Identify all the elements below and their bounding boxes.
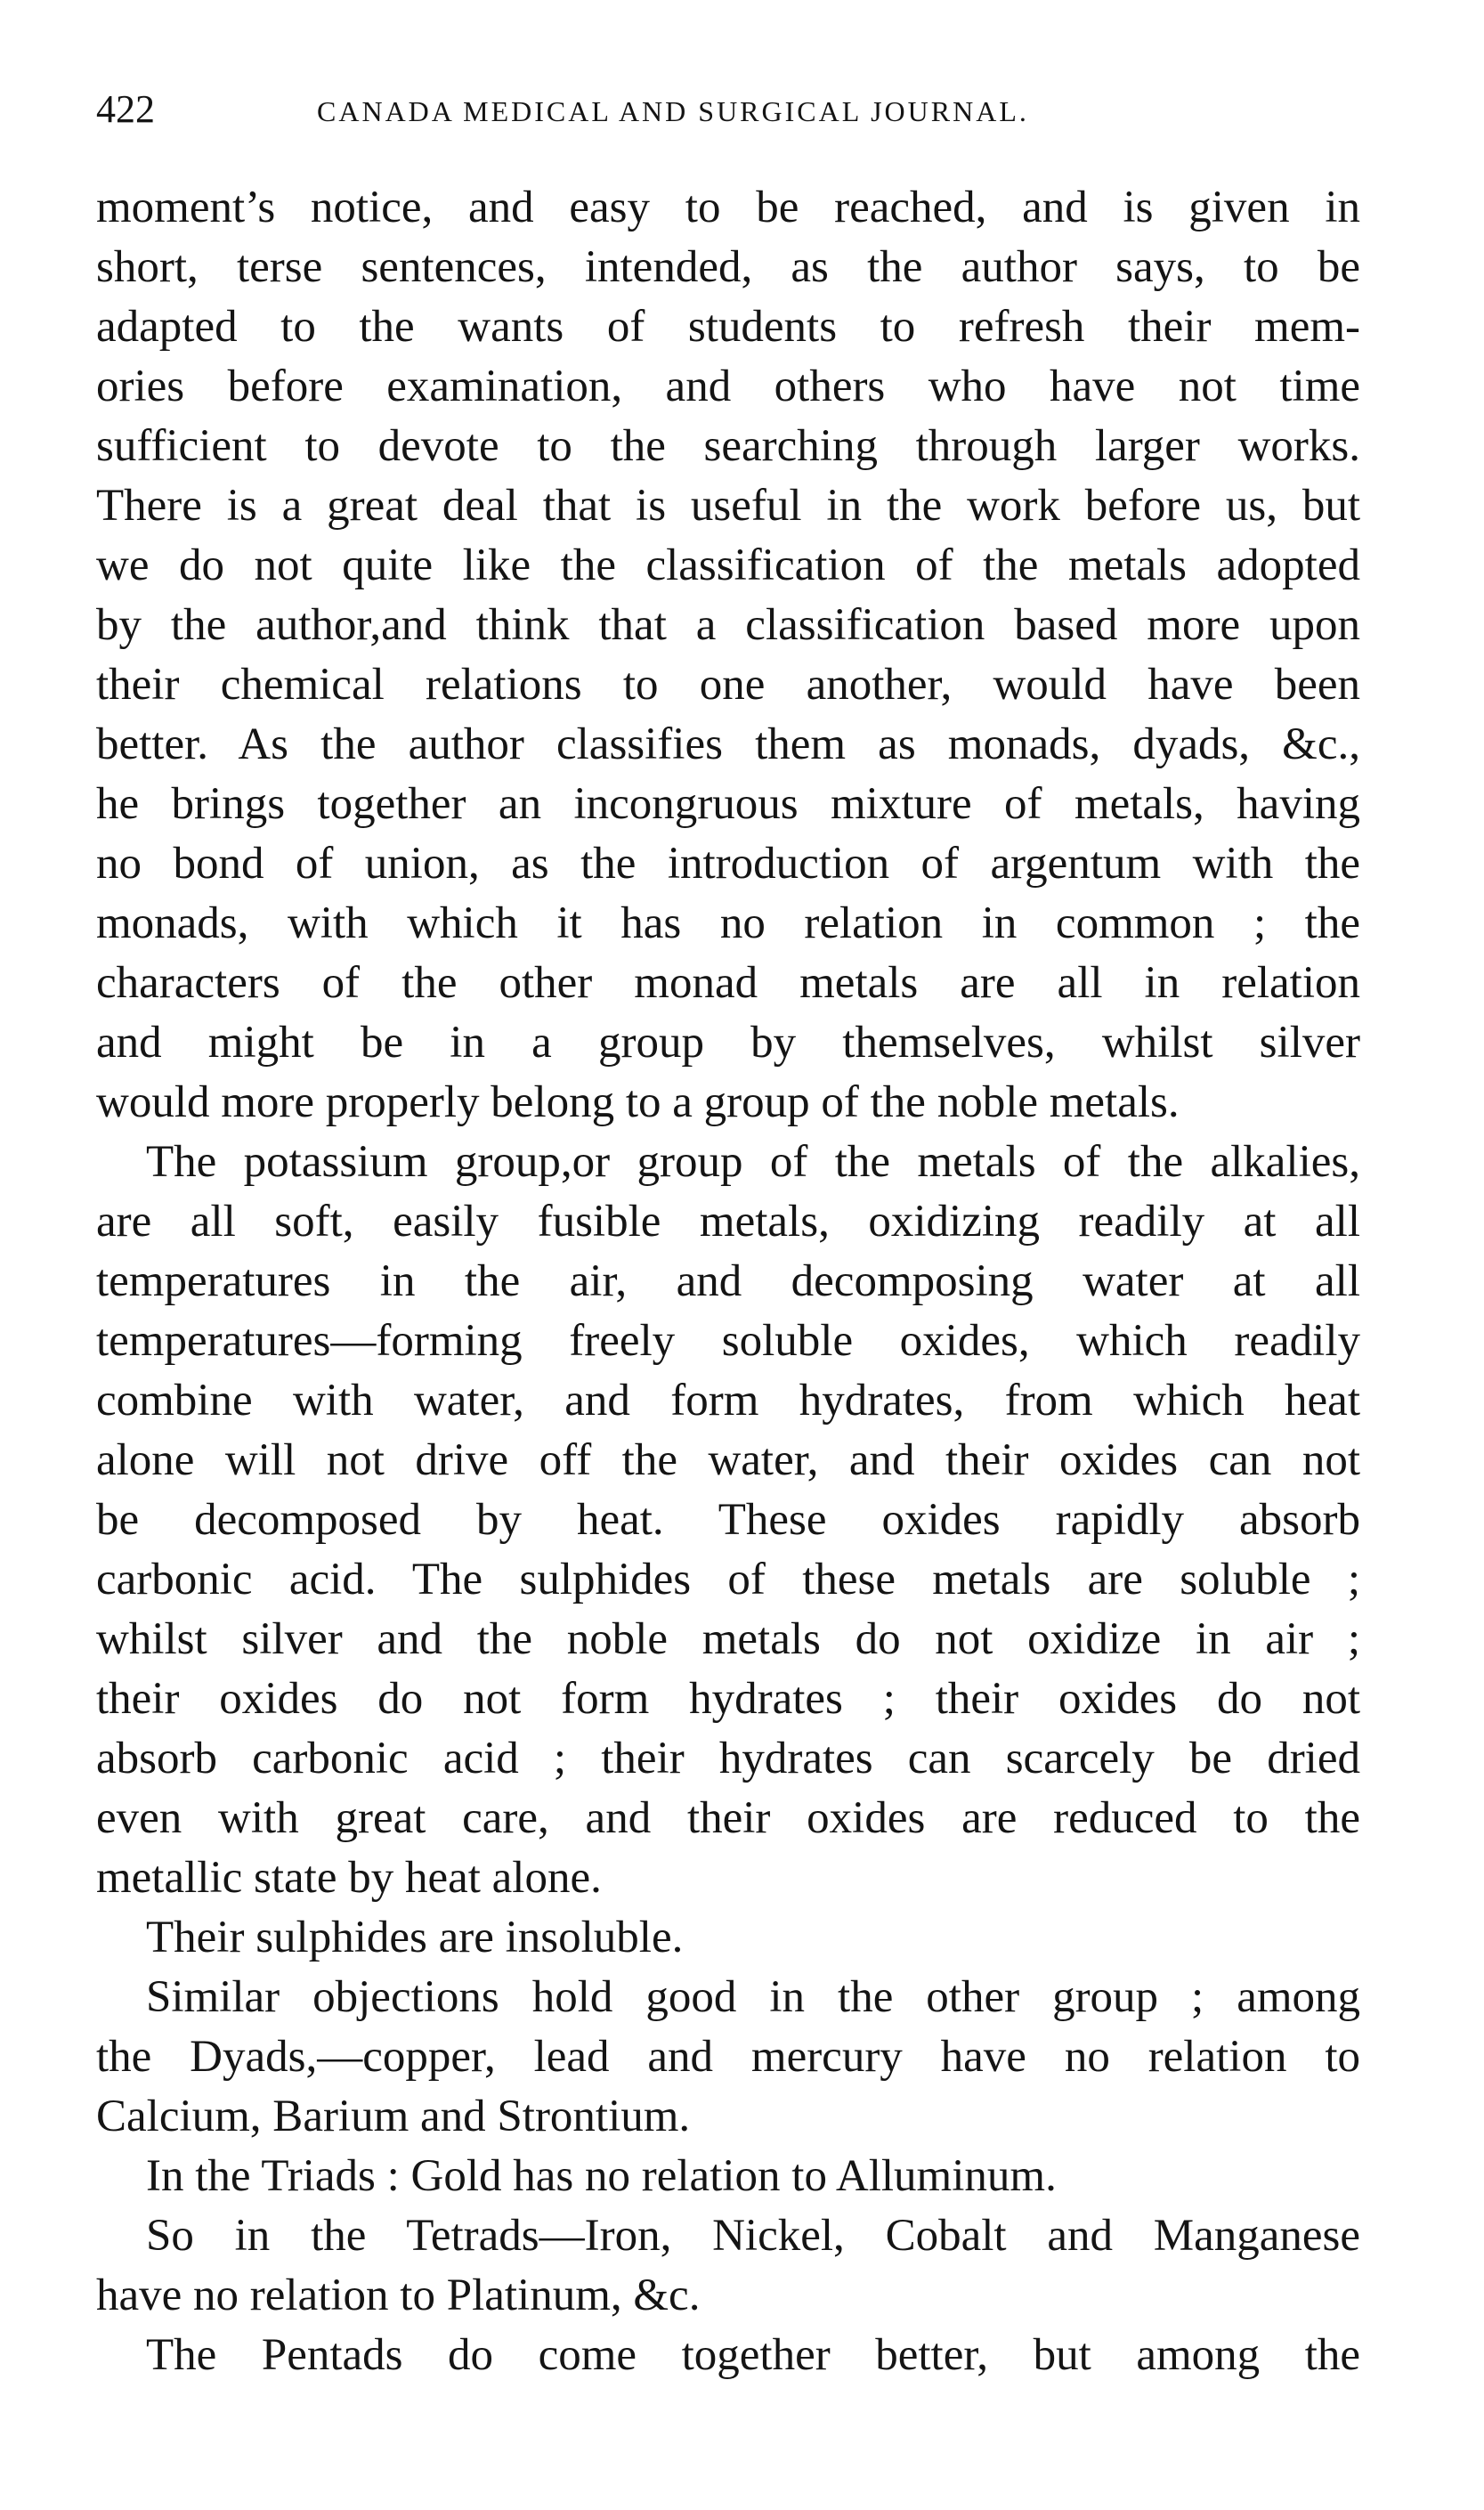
text-line: moment’s notice, and easy to be reached, and is given in [96, 183, 1360, 232]
text-line: by the author,and think that a classification based more upon [96, 600, 1360, 650]
text-line: no bond of union, as the introduction of argentum with the [96, 839, 1360, 889]
text-line: better. As the author classifies them as monads, dyads, &c., [96, 719, 1360, 769]
text-line: There is a great deal that is useful in the work before us, but [96, 481, 1360, 531]
journal-title: CANADA MEDICAL AND SURGICAL JOURNAL. [317, 95, 1029, 127]
text-line: alone will not drive off the water, and their oxides can not [96, 1435, 1360, 1485]
text-line: characters of the other monad metals are all in relation [96, 958, 1360, 1008]
text-line: metallic state by heat alone. [96, 1853, 602, 1903]
paragraph-start: The Pentads do come together better, but among the [146, 2330, 1360, 2380]
text-line: their oxides do not form hydrates ; their oxides do not [96, 1674, 1360, 1724]
text-line: he brings together an incongruous mixture of metals, having [96, 779, 1360, 829]
body-text [96, 178, 1360, 2385]
text-line: Calcium, Barium and Strontium. [96, 2092, 691, 2141]
text-line: short, terse sentences, intended, as the author says, to be [96, 242, 1360, 292]
text-line: the Dyads,—copper, lead and mercury have no relation to [96, 2032, 1360, 2082]
paragraph-start: In the Triads : Gold has no relation to Alluminum. [146, 2151, 1057, 2201]
text-line: would more properly belong to a group of the noble metals. [96, 1077, 1180, 1127]
paragraph-start: Similar objections hold good in the other group ; among [146, 1972, 1360, 2022]
page-number: 422 [96, 87, 155, 131]
text-line: absorb carbonic acid ; their hydrates can scarcely be dried [96, 1734, 1360, 1783]
text-line: and might be in a group by themselves, whilst silver [96, 1018, 1360, 1068]
paragraph-start: The potassium group,or group of the metals of the alkalies, [146, 1137, 1360, 1187]
text-line: whilst silver and the noble metals do not oxidize in air ; [96, 1614, 1360, 1664]
text-line: are all soft, easily fusible metals, oxidizing readily at all [96, 1197, 1360, 1247]
text-line: monads, with which it has no relation in common ; the [96, 898, 1360, 948]
running-head [96, 78, 1360, 141]
text-line: temperatures—forming freely soluble oxides, which readily [96, 1316, 1360, 1366]
text-line: temperatures in the air, and decomposing water at all [96, 1256, 1360, 1306]
text-line: sufficient to devote to the searching through larger works. [96, 421, 1360, 471]
text-line: we do not quite like the classification of the metals adopted [96, 540, 1360, 590]
text-line: even with great care, and their oxides are reduced to the [96, 1793, 1360, 1843]
text-line: their chemical relations to one another, would have been [96, 660, 1360, 710]
text-line: have no relation to Platinum, &c. [96, 2270, 701, 2320]
text-line: ories before examination, and others who have not time [96, 361, 1360, 411]
paragraph-start: So in the Tetrads—Iron, Nickel, Cobalt and Manganese [146, 2211, 1360, 2261]
paragraph-start: Their sulphides are insoluble. [146, 1913, 684, 1962]
text-line: carbonic acid. The sulphides of these metals are soluble ; [96, 1555, 1360, 1604]
text-line: combine with water, and form hydrates, from which heat [96, 1376, 1360, 1426]
text-line: be decomposed by heat. These oxides rapidly absorb [96, 1495, 1360, 1545]
text-line: adapted to the wants of students to refresh their mem- [96, 302, 1360, 352]
